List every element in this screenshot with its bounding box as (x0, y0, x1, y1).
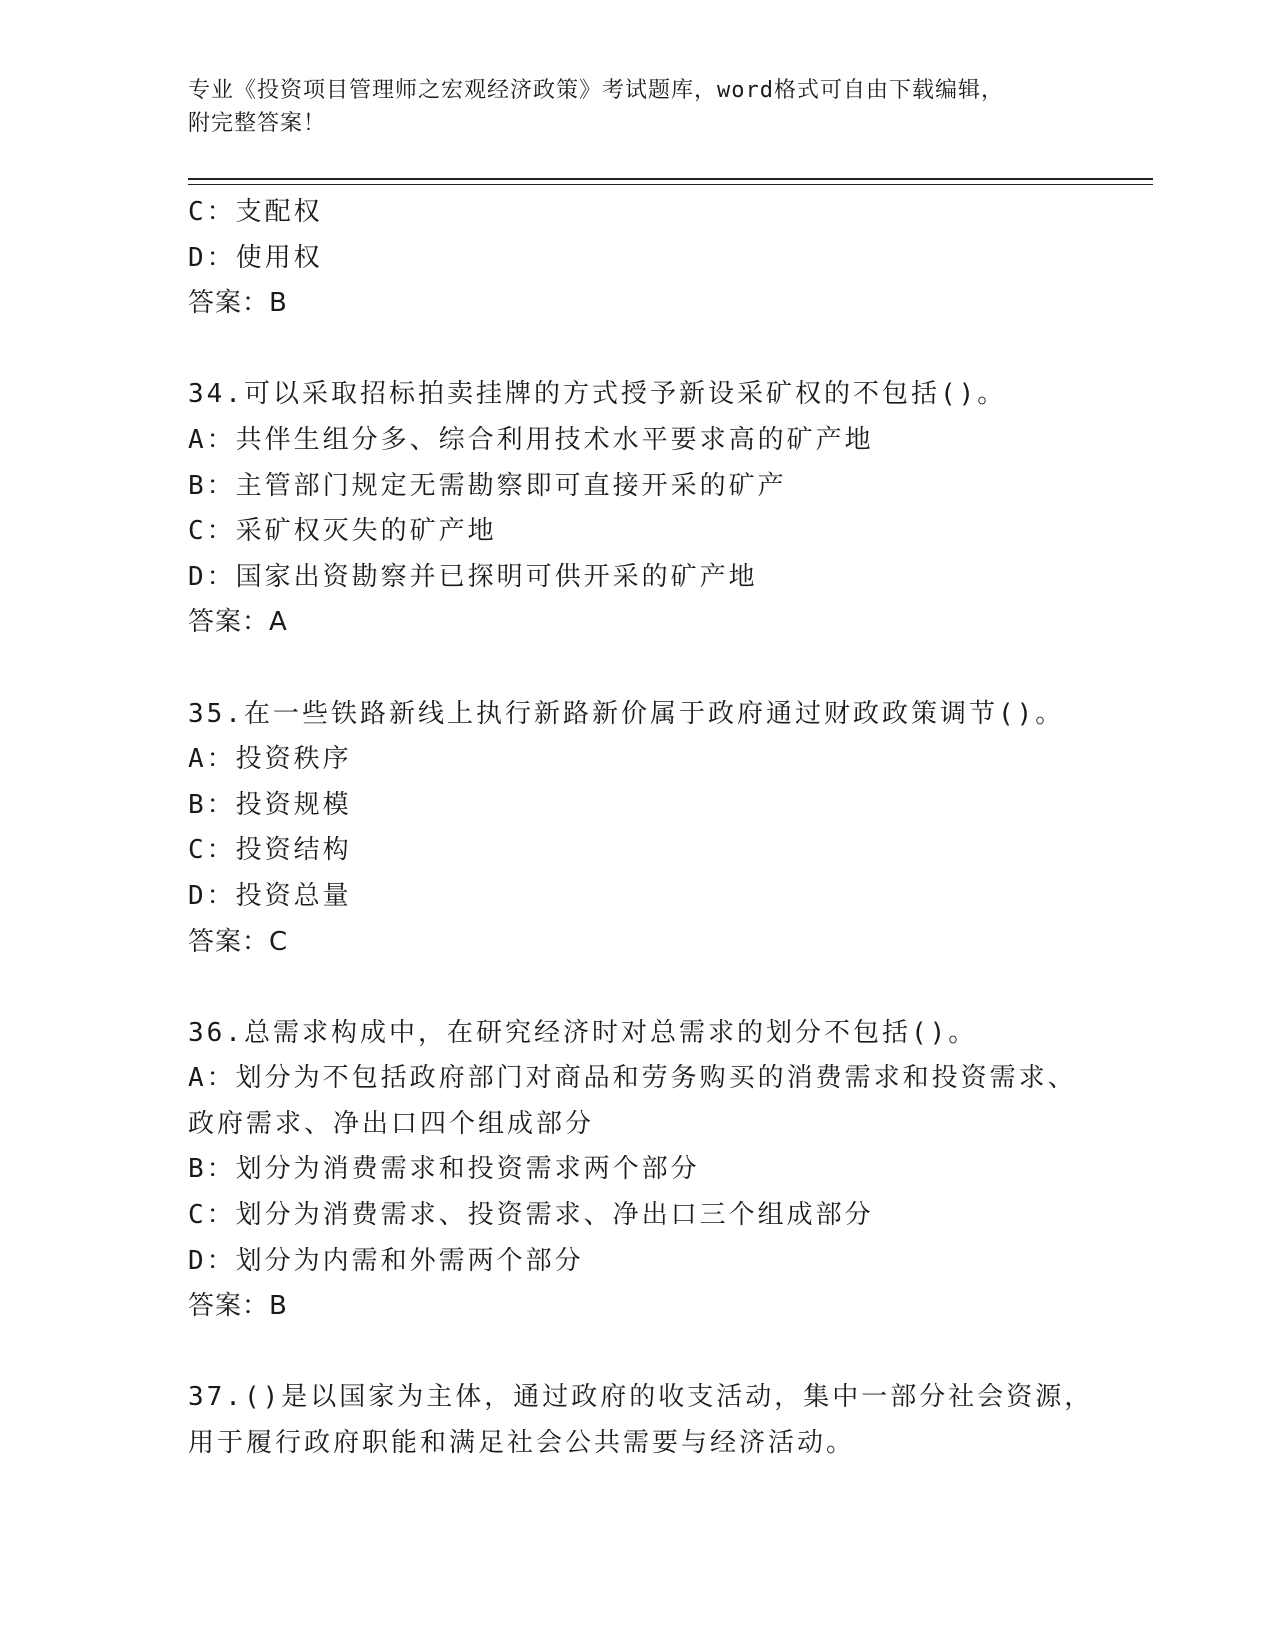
header-divider-thin (188, 184, 1153, 185)
option-b: B：主管部门规定无需勘察即可直接开采的矿产 (188, 470, 787, 501)
option-c: C：投资结构 (188, 835, 352, 866)
spacer (188, 646, 1088, 692)
option-a: A：投资秩序 (188, 744, 352, 775)
question-33-remainder (188, 190, 1088, 327)
option-a: A：划分为不包括政府部门对商品和劳务购买的消费需求和投资需求、 (188, 1063, 1077, 1094)
answer-line: 答案：A (188, 607, 288, 638)
option-a-continued: 政府需求、净出口四个组成部分 (188, 1108, 595, 1139)
question-list (188, 190, 1094, 1467)
question-stem: 36.总需求构成中，在研究经济时对总需求的划分不包括()。 (188, 1017, 978, 1048)
spacer (188, 965, 1088, 1011)
question-36 (188, 1011, 1088, 1330)
document-header (188, 74, 1088, 140)
question-stem: 35.在一些铁路新线上执行新路新价属于政府通过财政政策调节()。 (188, 698, 1065, 729)
spacer (188, 1330, 1088, 1376)
option-d: D：使用权 (188, 242, 323, 273)
header-line-1: 专业《投资项目管理师之宏观经济政策》考试题库，word格式可自由下载编辑， (188, 78, 1004, 103)
header-line-2: 附完整答案！ (188, 111, 327, 136)
option-b: B：投资规模 (188, 789, 352, 820)
option-d: D：划分为内需和外需两个部分 (188, 1245, 584, 1276)
question-stem-continued: 用于履行政府职能和满足社会公共需要与经济活动。 (188, 1428, 856, 1459)
question-stem: 34.可以采取招标拍卖挂牌的方式授予新设采矿权的不包括()。 (188, 379, 1007, 410)
question-34 (188, 372, 1088, 646)
question-37 (188, 1375, 1094, 1466)
answer-line: 答案：C (188, 926, 289, 957)
question-35 (188, 692, 1088, 966)
option-d: D：国家出资勘察并已探明可供开采的矿产地 (188, 561, 758, 592)
option-b: B：划分为消费需求和投资需求两个部分 (188, 1154, 700, 1185)
option-c: C：划分为消费需求、投资需求、净出口三个组成部分 (188, 1200, 874, 1231)
header-divider-thick (188, 178, 1153, 180)
answer-line: 答案：B (188, 1291, 288, 1322)
answer-line: 答案：B (188, 288, 288, 319)
question-stem: 37.()是以国家为主体，通过政府的收支活动，集中一部分社会资源， (188, 1382, 1094, 1413)
option-c: C：采矿权灭失的矿产地 (188, 516, 497, 547)
spacer (188, 327, 1088, 373)
option-c: C：支配权 (188, 197, 323, 227)
option-a: A：共伴生组分多、综合利用技术水平要求高的矿产地 (188, 424, 874, 455)
option-d: D：投资总量 (188, 880, 352, 911)
